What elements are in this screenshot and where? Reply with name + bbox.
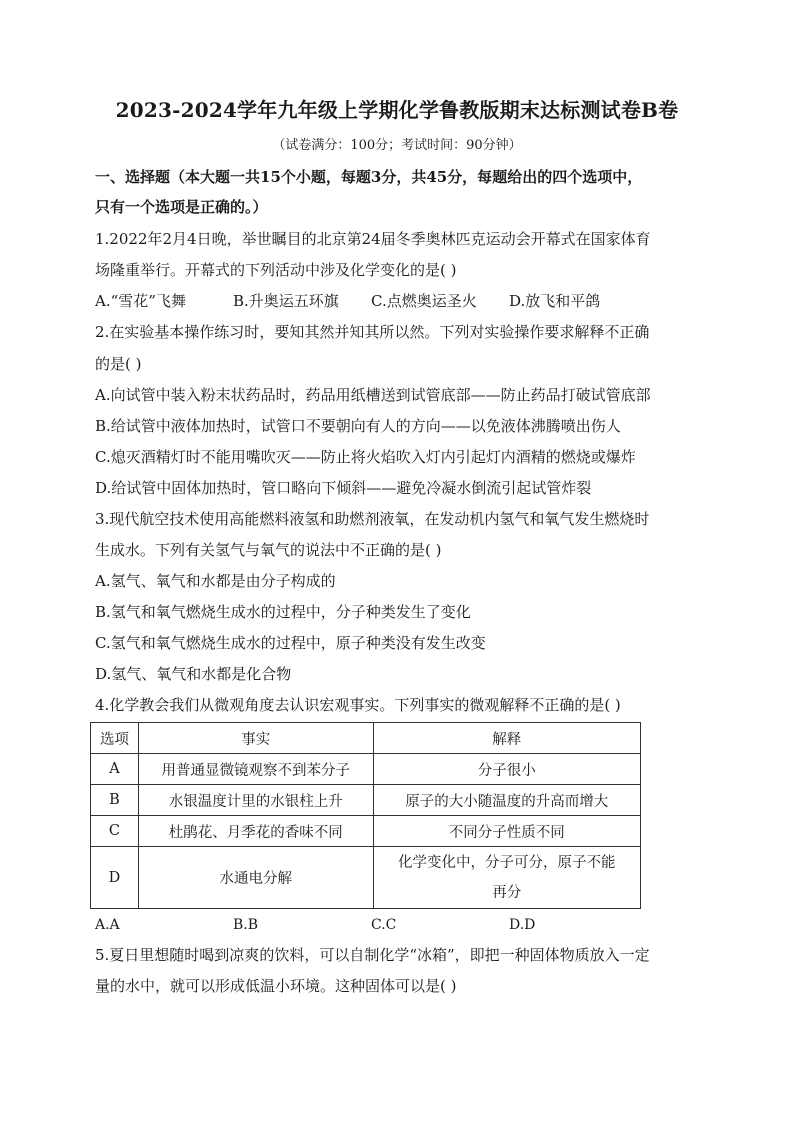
exam-title: 2023-2024学年九年级上学期化学鲁教版期末达标测试卷B卷 [115,98,679,122]
row-option: B [91,785,139,816]
q4-option-b: B.B [233,917,259,933]
q2-option-d: D.给试管中固体加热时，管口略向下倾斜——避免冷凝水倒流引起试管炸裂 [95,479,592,497]
row-option: A [91,754,139,785]
section-heading-line-2: 只有一个选项是正确的。） [95,198,268,216]
q2-stem-line-2: 的是( ) [95,355,142,373]
table-row [91,816,641,847]
q2-stem-line-1: 2.在实验基本操作练习时，要知其然并知其所以然。下列对实验操作要求解释不正确 [95,323,650,341]
row-option: C [91,816,139,847]
header-explanation: 解释 [373,723,641,754]
q4-option-c: C.C [371,917,397,933]
q5-stem-line-1: 5.夏日里想随时喝到凉爽的饮料，可以自制化学“冰箱”，即把一种固体物质放入一定 [95,946,650,964]
q3-option-b: B.氢气和氧气燃烧生成水的过程中，分子种类发生了变化 [95,603,471,621]
row-explanation: 不同分子性质不同 [373,816,641,847]
q5-stem-line-2: 量的水中，就可以形成低温小环境。这种固体可以是( ) [95,977,457,995]
q4-options [95,915,655,935]
row-fact: 杜鹃花、月季花的香味不同 [138,816,373,847]
table-row [91,754,641,785]
q1-stem-line-1: 1.2022年2月4日晚，举世瞩目的北京第24届冬季奥林匹克运动会开幕式在国家体育 [95,230,651,248]
exam-subtitle: （试卷满分：100分；考试时间：90分钟） [272,138,522,153]
q3-stem-line-2: 生成水。下列有关氢气与氧气的说法中不正确的是( ) [95,541,442,559]
row-fact: 水通电分解 [138,847,373,909]
q2-option-a: A.向试管中装入粉末状药品时，药品用纸槽送到试管底部——防止药品打破试管底部 [95,386,651,404]
q4-facts-table [90,722,641,909]
q4-stem: 4.化学教会我们从微观角度去认识宏观事实。下列事实的微观解释不正确的是( ) [95,696,621,714]
table-row [91,847,641,909]
q3-option-c: C.氢气和氧气燃烧生成水的过程中，原子种类没有发生改变 [95,634,486,652]
header-option: 选项 [91,723,139,754]
q1-option-a: A.“雪花”飞舞 [95,292,186,310]
row-explanation: 原子的大小随温度的升高而增大 [373,785,641,816]
row-fact: 水银温度计里的水银柱上升 [138,785,373,816]
table-header-row [91,723,641,754]
q4-option-d: D.D [509,917,536,933]
row-explanation: 分子很小 [373,754,641,785]
q1-stem-line-2: 场隆重举行。开幕式的下列活动中涉及化学变化的是( ) [95,261,457,279]
q2-option-b: B.给试管中液体加热时，试管口不要朝向有人的方向——以免液体沸腾喷出伤人 [95,417,621,435]
q1-option-c: C.点燃奥运圣火 [371,292,477,310]
table-row [91,785,641,816]
header-fact: 事实 [138,723,373,754]
row-explanation [373,847,641,909]
section-heading-line-1: 一、选择题（本大题一共15个小题，每题3分，共45分，每题给出的四个选项中， [95,168,643,186]
q2-option-c: C.熄灭酒精灯时不能用嘴吹灭——防止将火焰吹入灯内引起灯内酒精的燃烧或爆炸 [95,448,636,466]
q3-option-a: A.氢气、氧气和水都是由分子构成的 [95,572,336,590]
q3-stem-line-1: 3.现代航空技术使用高能燃料液氢和助燃剂液氧，在发动机内氢气和氧气发生燃烧时 [95,510,650,528]
q1-option-d: D.放飞和平鸽 [509,292,601,310]
q3-option-d: D.氢气、氧气和水都是化合物 [95,665,292,683]
q1-option-b: B.升奥运五环旗 [233,292,339,310]
row-fact: 用普通显微镜观察不到苯分子 [138,754,373,785]
q1-options [95,290,705,312]
explanation-line-2: 再分 [492,884,522,901]
explanation-line-1: 化学变化中，分子可分，原子不能 [398,854,616,871]
row-option: D [91,847,139,909]
q4-option-a: A.A [95,917,120,933]
